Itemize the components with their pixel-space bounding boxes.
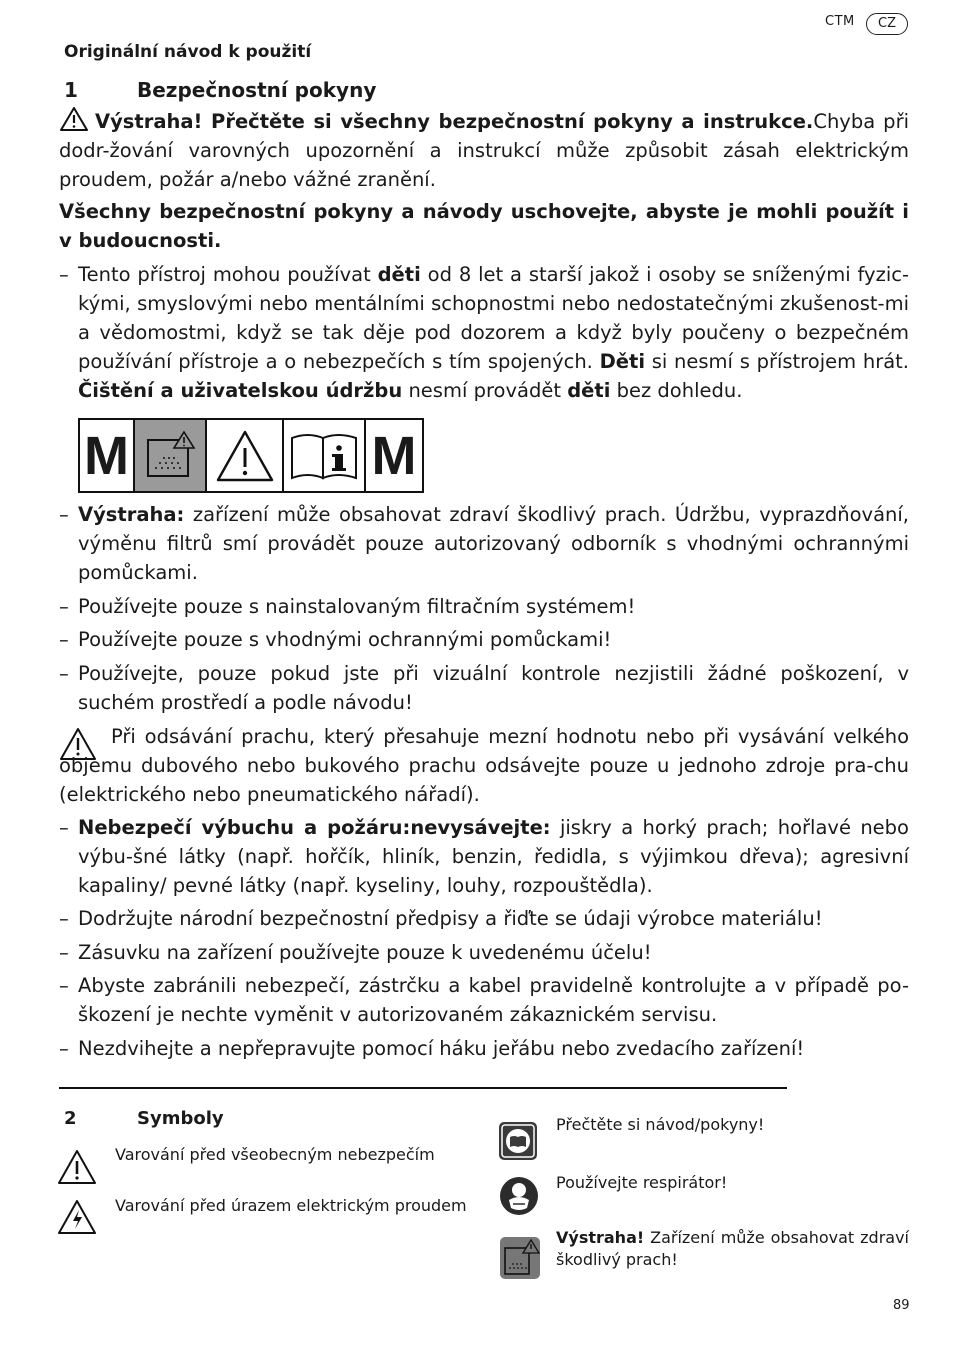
keep-instructions-notice: Všechny bezpečnostní pokyny a návody uschovejte, abyste je mohli použít i v budoucnosti. (59, 200, 909, 252)
language-badge: CZ (866, 13, 908, 35)
national-regulations-bullet: – Dodržujte národní bezpečnostní předpisy a řiďte se údaji výrobce materiálu! (59, 907, 823, 930)
section-1-number: 1 (64, 78, 78, 102)
socket-usage-bullet: – Zásuvku na zařízení používejte pouze k uvedenému účelu! (59, 941, 652, 964)
dust-container-icon (135, 420, 207, 491)
section-1-title: Bezpečnostní pokyny (137, 78, 377, 102)
warning-text: Chyba při dodr-žování varovných upozornění a instrukcí může způsobit zásah elektrickým proudem, požár a/nebo vážné zranění. (59, 110, 909, 191)
explosion-hazard-bullet: – Nebezpečí výbuchu a požáru:nevysávejte: jiskry a horký prach; hořlavé nebo výbu-šné látky (např. hořčík, hliník, benzin, ředidla, s výjimkou dřeva); agresivní kapaliny/ pevné látky (např. kyseliny, louhy, rozpouštědla). (59, 816, 909, 897)
dust-warning-icon (499, 1236, 541, 1280)
general-warning-icon (207, 420, 284, 491)
dust-warning-bullet: – Výstraha: zařízení může obsahovat zdraví škodlivý prach. Údržbu, vyprazdňování, výměnu filtrů smí provádět pouze autorizovaný odborník s vhodnými ochrannými pomůckami. (59, 503, 909, 584)
dust-class-m-right: M (371, 425, 417, 486)
document-title: Originální návod k použití (64, 42, 312, 62)
filter-system-bullet: – Používejte pouze s nainstalovaným filtračním systémem! (59, 595, 636, 618)
protective-equipment-bullet: – Používejte pouze s vhodnými ochrannými pomůckami! (59, 628, 612, 651)
general-warning-icon (57, 1148, 97, 1186)
symbol-electric-warning-text: Varování před úrazem elektrickým proudem (115, 1196, 467, 1215)
warning-paragraph (59, 106, 909, 194)
symbol-read-manual-text: Přečtěte si návod/pokyny! (556, 1115, 765, 1134)
section-2-number: 2 (64, 1108, 77, 1129)
symbol-respirator-text: Používejte respirátor! (556, 1173, 728, 1192)
electric-warning-icon (57, 1198, 97, 1236)
page-number: 89 (893, 1298, 910, 1313)
symbol-general-warning-text: Varování před všeobecným nebezpečím (115, 1145, 435, 1164)
respirator-icon (499, 1176, 539, 1216)
read-manual-book-icon (284, 420, 366, 491)
section-divider (59, 1087, 787, 1089)
read-manual-icon (498, 1121, 538, 1161)
oak-beech-dust-warning: Při odsávání prachu, který přesahuje mezní hodnotu nebo při vysávání velkého objemu dubového nebo bukového prachu odsávejte pouze u jednoho zdroje pra-chu (elektrického nebo pneumatického nářadí). (59, 725, 909, 806)
symbol-dust-warning-text: Výstraha! Zařízení může obsahovat zdraví škodlivý prach! (556, 1228, 909, 1269)
section-2-title: Symboly (137, 1108, 224, 1129)
warning-triangle-icon (59, 106, 89, 132)
cable-check-bullet: – Abyste zabránili nebezpečí, zástrčku a kabel pravidelně kontrolujte a v případě po-škození je nechte vyměnit v autorizovaném zákaznickém servisu. (59, 974, 909, 1026)
crane-bullet: – Nezdvihejte a nepřepravujte pomocí háku jeřábu nebo zvedacího zařízení! (59, 1037, 805, 1060)
visual-inspection-bullet: – Používejte, pouze pokud jste při vizuální kontrole nezjistili žádné poškození, v suchém prostředí a podle návodu! (59, 662, 909, 714)
model-label: CTM (825, 14, 855, 29)
warning-bold-text: Výstraha! Přečtěte si všechny bezpečnostní pokyny a instrukce. (95, 110, 814, 133)
children-bullet: – Tento přístroj mohou používat děti od 8 let a starší jakož i osoby se sníženými fyzic-kými, smyslovými nebo mentálními schopnostmi nebo nedostatečnými zkušenost-mi a vědomostmi, když se tak děje pod dozorem a když byly poučeny o bezpečném používání přístroje a o nebezpečích s tím spojených. Děti si nesmí s přístrojem hrát. Čištění a uživatelskou údržbu nesmí provádět děti bez dohledu. (59, 263, 910, 402)
dust-class-m-left: M (80, 420, 135, 491)
dust-class-pictogram-row (78, 418, 424, 493)
